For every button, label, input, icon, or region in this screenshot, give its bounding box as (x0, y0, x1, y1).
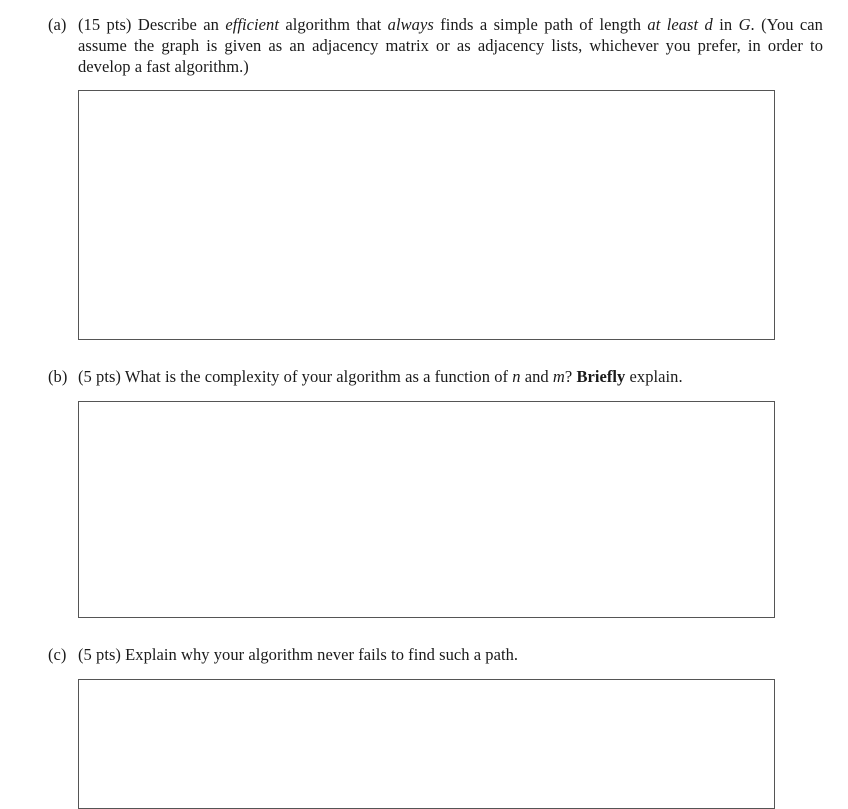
answer-box-a[interactable] (78, 90, 775, 340)
question-b-points: (5 pts) (78, 367, 121, 386)
question-b-text-3: ? (564, 367, 573, 386)
question-c-label: (c) (48, 645, 67, 664)
question-b-text-4: explain. (629, 367, 683, 386)
question-a-text-3: finds a simple path of length (440, 15, 642, 34)
question-b-bold-briefly: Briefly (576, 367, 626, 386)
answer-box-b[interactable] (78, 401, 775, 618)
question-b-label: (b) (48, 367, 68, 386)
question-a-text-1: Describe an (137, 15, 219, 34)
question-a-text-5: . (You can assume the graph is given as an adjacency matrix or as adjacency lists, whichever you prefer, in order to develop a fast algorithm.) (78, 15, 823, 76)
question-a-text-2: algorithm that (285, 15, 382, 34)
question-a-emph-at-least-d: at least d (647, 15, 713, 34)
question-b-math-n: n (512, 367, 521, 386)
question-a (48, 14, 823, 80)
question-b-text-1: What is the complexity of your algorithm as a function of (124, 367, 509, 386)
answer-box-c[interactable] (78, 679, 775, 809)
question-b-text (78, 366, 823, 387)
question-a-math-g: G (738, 15, 751, 34)
question-b-text-2: and (524, 367, 549, 386)
question-a-text (78, 14, 823, 77)
question-a-emph-efficient: efficient (225, 15, 279, 34)
question-a-points: (15 pts) (78, 15, 132, 34)
question-a-emph-always: always (387, 15, 434, 34)
question-b (48, 366, 823, 388)
question-b-math-m: m (552, 367, 565, 386)
question-a-text-4: in (719, 15, 733, 34)
question-c-points: (5 pts) (78, 645, 121, 664)
question-a-label: (a) (48, 15, 67, 34)
question-c-text (78, 644, 823, 665)
question-c (48, 644, 823, 666)
question-c-text-1: Explain why your algorithm never fails to find such a path. (125, 645, 519, 664)
